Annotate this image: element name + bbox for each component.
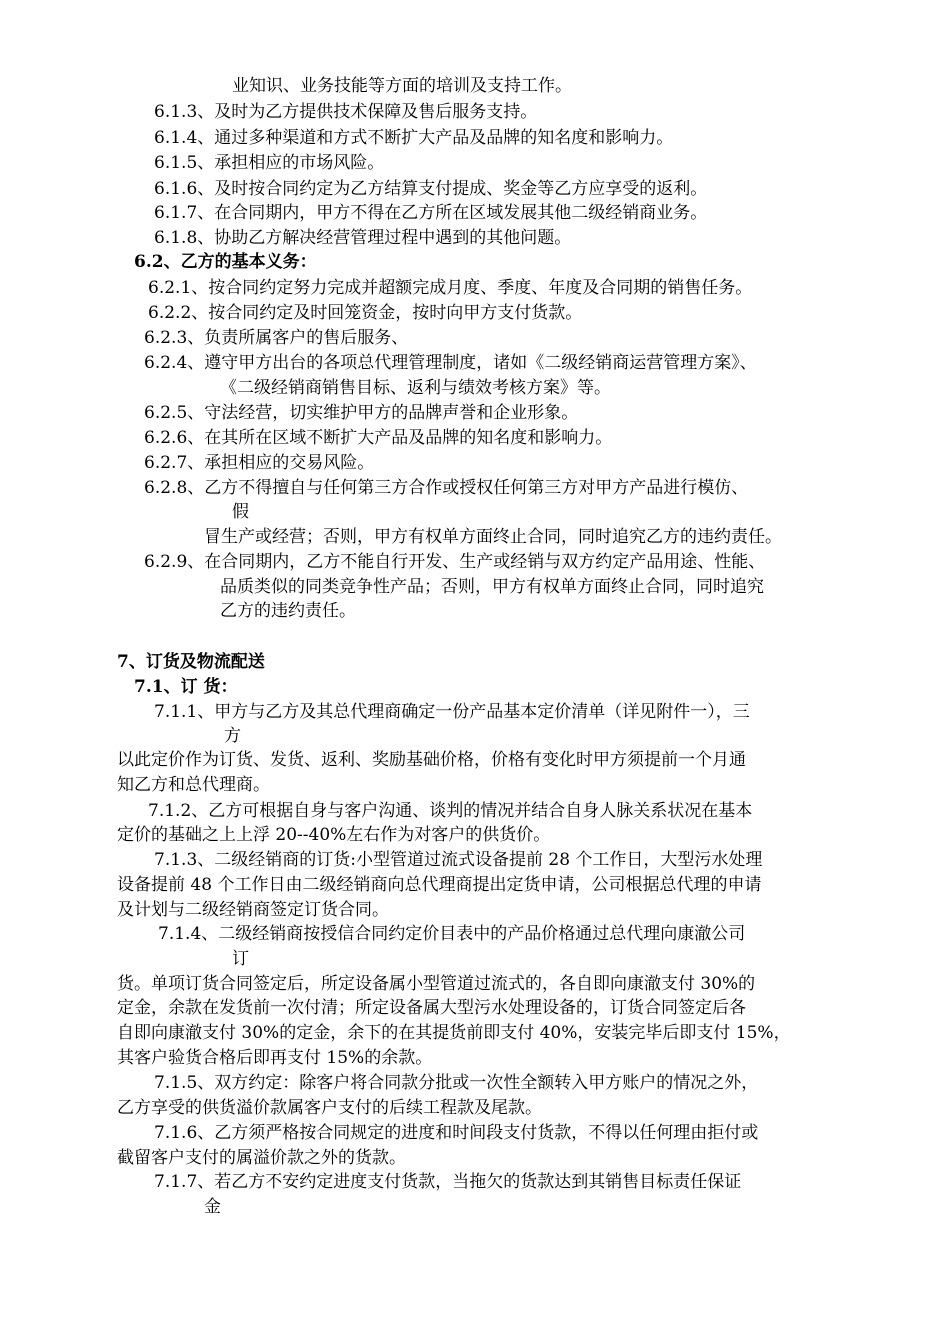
text-line: 及计划与二级经销商签定订货合同。 — [117, 900, 389, 920]
clause-6-1-8: 6.1.8、协助乙方解决经营管理过程中遇到的其他问题。 — [154, 228, 572, 248]
section-heading-7: 7、订货及物流配送 — [117, 652, 265, 672]
text-line: 冒生产或经营；否则，甲方有权单方面终止合同，同时追究乙方的违约责任。 — [204, 527, 782, 547]
clause-6-2-9: 6.2.9、在合同期内，乙方不能自行开发、生产或经销与双方约定产品用途、性能、 — [144, 552, 766, 572]
section-heading-6-2: 6.2、乙方的基本义务： — [134, 252, 317, 272]
clause-6-2-5: 6.2.5、守法经营，切实维护甲方的品牌声誉和企业形象。 — [144, 403, 579, 423]
text-line: 乙方的违约责任。 — [220, 601, 356, 621]
clause-7-1-4: 7.1.4、二级经销商按授信合同约定价目表中的产品价格通过总代理向康澈公司 — [158, 924, 746, 944]
text-line: 自即向康澈支付 30%的定金，余下的在其提货前即支付 40%，安装完毕后即支付 15%， — [117, 1023, 791, 1043]
text-line: 定金，余款在发货前一次付清；所定设备属大型污水处理设备的，订货合同签定后各 — [117, 998, 746, 1018]
section-heading-7-1: 7.1、订 货： — [134, 677, 238, 697]
text-line: 知乙方和总代理商。 — [117, 775, 270, 795]
clause-6-2-8: 6.2.8、乙方不得擅自与任何第三方合作或授权任何第三方对甲方产品进行模仿、 — [144, 478, 749, 498]
clause-6-1-7: 6.1.7、在合同期内，甲方不得在乙方所在区域发展其他二级经销商业务。 — [154, 203, 708, 223]
text-line: 其客户验货合格后即再支付 15%的余款。 — [117, 1048, 433, 1068]
clause-6-2-1: 6.2.1、按合同约定努力完成并超额完成月度、季度、年度及合同期的销售任务。 — [148, 278, 753, 298]
clause-6-2-6: 6.2.6、在其所在区域不断扩大产品及品牌的知名度和影响力。 — [144, 428, 613, 448]
text-line: 假 — [232, 502, 249, 522]
clause-6-1-4: 6.1.4、通过多种渠道和方式不断扩大产品及品牌的知名度和影响力。 — [154, 128, 674, 148]
clause-7-1-2: 7.1.2、乙方可根据自身与客户沟通、谈判的情况并结合自身人脉关系状况在基本 — [148, 801, 753, 821]
clause-6-1-6: 6.1.6、及时按合同约定为乙方结算支付提成、奖金等乙方应享受的返利。 — [154, 179, 708, 199]
clause-6-2-2: 6.2.2、按合同约定及时回笼资金，按时向甲方支付货款。 — [148, 303, 583, 323]
text-line: 金 — [204, 1197, 221, 1217]
text-line: 设备提前 48 个工作日由二级经销商向总代理商提出定货申请，公司根据总代理的申请 — [117, 875, 762, 895]
text-line: 货。单项订货合同签定后，所定设备属小型管道过流式的，各自即向康澈支付 30%的 — [117, 974, 756, 994]
clause-6-2-7: 6.2.7、承担相应的交易风险。 — [144, 453, 375, 473]
clause-7-1-3: 7.1.3、二级经销商的订货:小型管道过流式设备提前 28 个工作日，大型污水处理 — [154, 850, 763, 870]
text-line: 以此定价作为订货、发货、返利、奖励基础价格，价格有变化时甲方须提前一个月通 — [117, 750, 746, 770]
text-line: 《二级经销商销售目标、返利与绩效考核方案》等。 — [220, 378, 611, 398]
text-line: 方 — [224, 726, 241, 746]
clause-6-1-5: 6.1.5、承担相应的市场风险。 — [154, 153, 385, 173]
clause-7-1-6: 7.1.6、乙方须严格按合同规定的进度和时间段支付货款，不得以任何理由拒付或 — [154, 1123, 759, 1143]
text-line: 业知识、业务技能等方面的培训及支持工作。 — [232, 76, 572, 96]
clause-7-1-5: 7.1.5、双方约定：除客户将合同款分批或一次性全额转入甲方账户的情况之外， — [154, 1073, 759, 1093]
text-line: 订 — [232, 949, 249, 969]
text-line: 定价的基础之上上浮 20--40%左右作为对客户的供货价。 — [117, 825, 551, 845]
clause-6-2-4: 6.2.4、遵守甲方出台的各项总代理管理制度，诸如《二级经销商运营管理方案》、 — [144, 353, 757, 373]
text-line: 乙方享受的供货溢价款属客户支付的后续工程款及尾款。 — [117, 1098, 542, 1118]
clause-6-1-3: 6.1.3、及时为乙方提供技术保障及售后服务支持。 — [154, 102, 538, 122]
text-line: 品质类似的同类竞争性产品；否则，甲方有权单方面终止合同，同时追究 — [220, 577, 764, 597]
clause-6-2-3: 6.2.3、负责所属客户的售后服务、 — [144, 328, 409, 348]
text-line: 截留客户支付的属溢价款之外的货款。 — [117, 1148, 406, 1168]
clause-7-1-7: 7.1.7、若乙方不安约定进度支付货款，当拖欠的货款达到其销售目标责任保证 — [154, 1172, 742, 1192]
clause-7-1-1: 7.1.1、甲方与乙方及其总代理商确定一份产品基本定价清单（详见附件一），三 — [154, 702, 750, 722]
